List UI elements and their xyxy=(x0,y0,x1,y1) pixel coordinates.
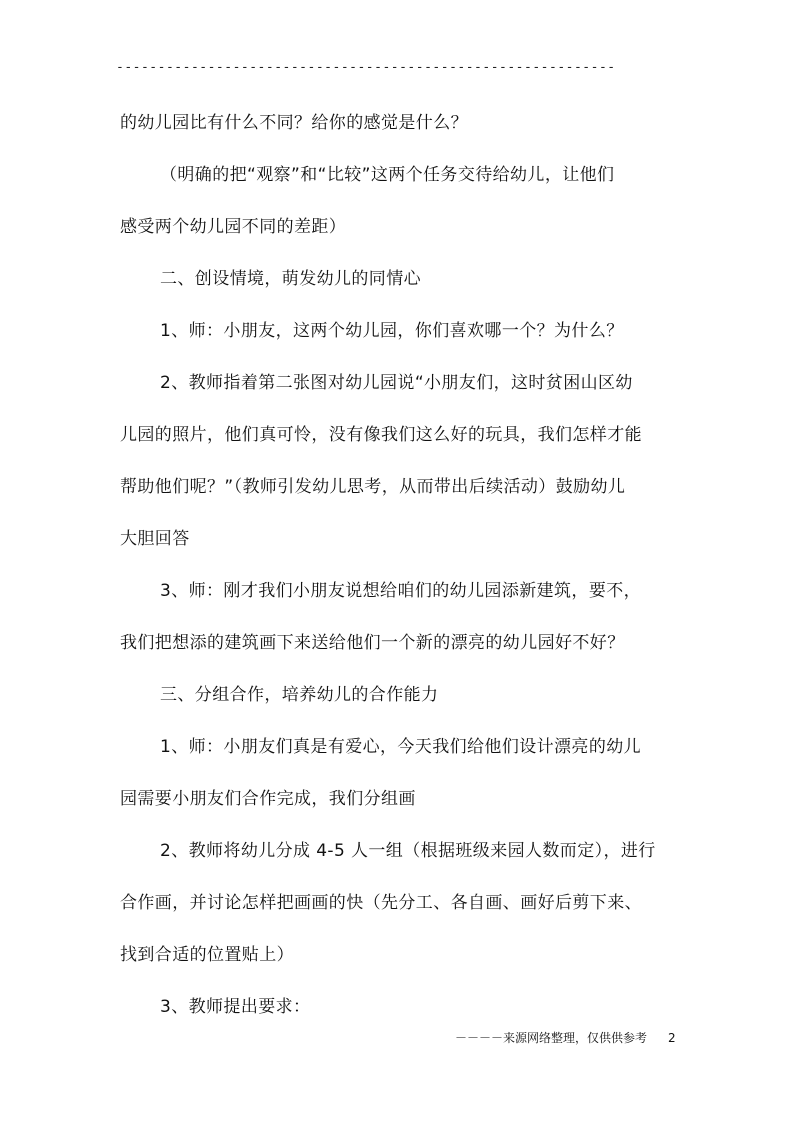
body-text-line-6: 2、教师指着第二张图对幼儿园说“小朋友们，这时贫困山区幼 xyxy=(160,373,633,393)
body-text-line-18: 3、教师提出要求： xyxy=(160,997,311,1017)
body-text-line-1: 的幼儿园比有什么不同？给你的感觉是什么？ xyxy=(120,113,468,133)
footer-source-note: －－－－来源网络整理，仅供供参考 xyxy=(455,1031,648,1045)
body-text-line-10: 3、师：刚才我们小朋友说想给咱们的幼儿园添新建筑，要不， xyxy=(160,581,642,601)
header-dashed-rule: ------------------------------------------------------------ xyxy=(116,60,616,75)
body-text-line-2: （明确的把“观察”和“比较”这两个任务交待给幼儿，让他们 xyxy=(160,165,615,185)
body-text-line-17: 找到合适的位置贴上） xyxy=(120,945,294,965)
body-text-line-11: 我们把想添的建筑画下来送给他们一个新的漂亮的幼儿园好不好？ xyxy=(120,633,625,653)
body-text-line-16: 合作画，并讨论怎样把画画的快（先分工、各自画、画好后剪下来、 xyxy=(120,893,642,913)
section-heading-2: 二、创设情境，萌发幼儿的同情心 xyxy=(160,269,421,289)
body-text-line-13: 1、师：小朋友们真是有爱心，今天我们给他们设计漂亮的幼儿 xyxy=(160,737,642,757)
body-text-line-8: 帮助他们呢？”（教师引发幼儿思考，从而带出后续活动）鼓励幼儿 xyxy=(120,477,626,497)
body-text-line-5: 1、师：小朋友，这两个幼儿园，你们喜欢哪一个？为什么？ xyxy=(160,321,624,341)
section-heading-3: 三、分组合作，培养幼儿的合作能力 xyxy=(160,685,439,705)
body-text-line-3: 感受两个幼儿园不同的差距） xyxy=(120,217,347,237)
body-text-line-14: 园需要小朋友们合作完成，我们分组画 xyxy=(120,789,416,809)
body-text-line-7: 儿园的照片，他们真可怜，没有像我们这么好的玩具，我们怎样才能 xyxy=(120,425,642,445)
page-number: 2 xyxy=(668,1031,676,1045)
body-text-line-9: 大胆回答 xyxy=(120,529,190,549)
body-text-line-15: 2、教师将幼儿分成 4-5 人一组（根据班级来园人数而定），进行 xyxy=(160,841,656,861)
